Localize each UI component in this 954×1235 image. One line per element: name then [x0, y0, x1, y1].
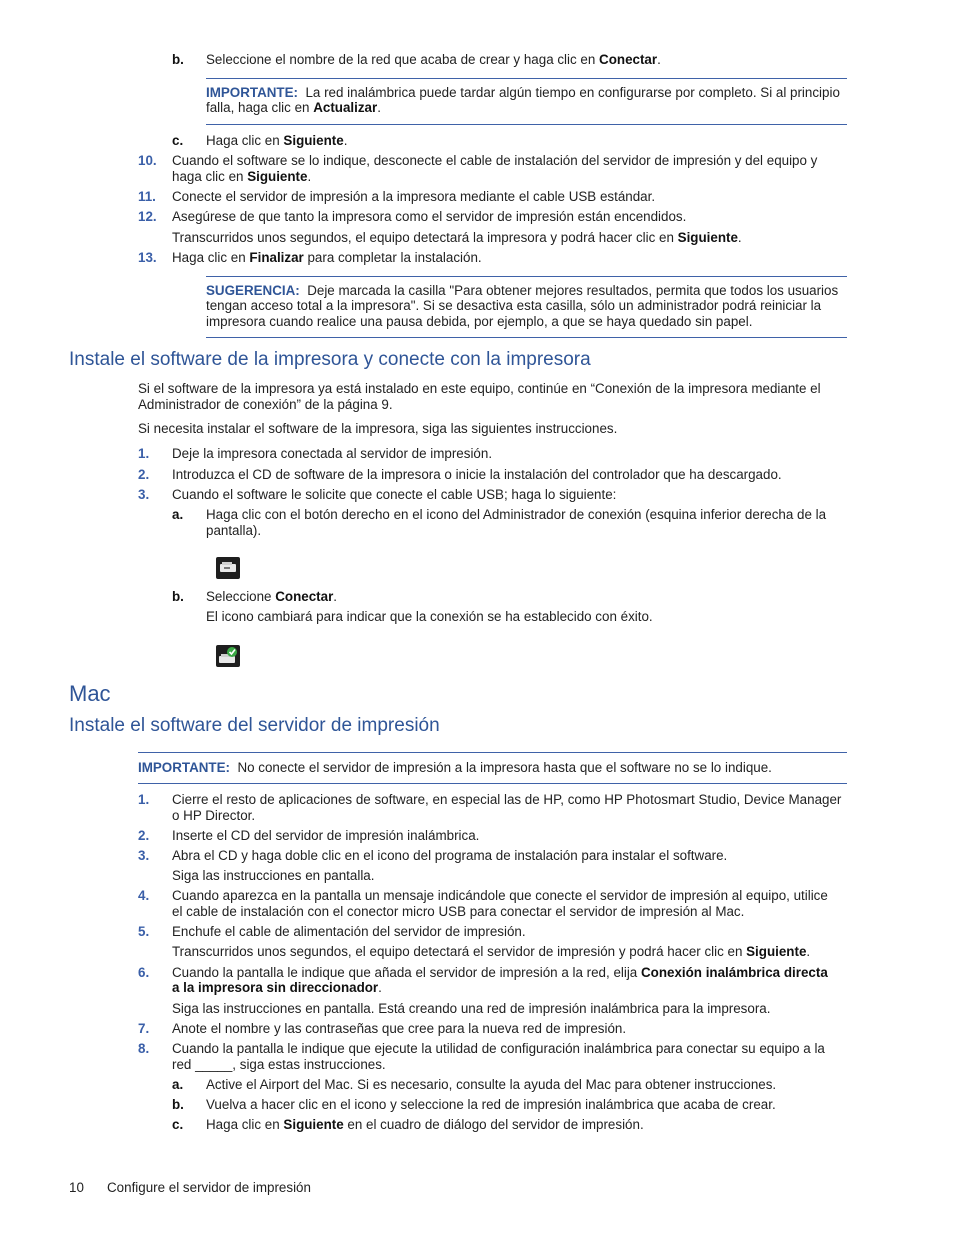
step-number: 5. [138, 924, 150, 939]
step-a-line2: pantalla). [206, 523, 262, 538]
step-a-text: Haga clic con el botón derecho en el icono del Administrador de conexión (esquina inferior derecha de la [206, 507, 827, 522]
step-number: 3. [138, 848, 150, 863]
mac-step-6-sub: Siga las instrucciones en pantalla. Está creando una red de impresión inalámbrica para la impresora. [172, 1001, 771, 1016]
tip-line2: tengan acceso total a la impresora". Si se desactiva esta casilla, sólo un administrador podrá reiniciar la [206, 298, 822, 313]
step-number: 2. [138, 467, 150, 482]
connected-check-icon [216, 645, 240, 667]
mac-important-note: IMPORTANTE: No conecte el servidor de impresión a la impresora hasta que el software no se lo indique. [138, 760, 772, 775]
step-number: 13. [138, 250, 157, 265]
step-11-text: Conecte el servidor de impresión a la impresora mediante el cable USB estándar. [172, 189, 656, 204]
step-number: 2. [138, 828, 150, 843]
step-number: 4. [138, 888, 150, 903]
mac-step-4-text: Cuando aparezca en la pantalla un mensaje indicándole que conecte el servidor de impresión al equipo, utilice [172, 888, 828, 903]
tip-note: SUGERENCIA: Deje marcada la casilla "Para obtener mejores resultados, permita que todos los usuarios [206, 283, 839, 298]
connection-manager-icon [216, 557, 240, 579]
step-b-text: Seleccione Conectar. [206, 589, 338, 604]
paragraph: Si necesita instalar el software de la impresora, siga las siguientes instrucciones. [138, 421, 618, 436]
section-heading: Instale el software de la impresora y conecte con la impresora [69, 349, 591, 370]
important-note-line2: falla, haga clic en Actualizar. [206, 100, 381, 115]
mac-step-8-line2: red _____, siga estas instrucciones. [172, 1057, 386, 1072]
step-b-sub: El icono cambiará para indicar que la conexión se ha establecido con éxito. [206, 609, 653, 624]
step-number: 1. [138, 446, 150, 461]
step-13-text: Haga clic en Finalizar para completar la instalación. [172, 250, 482, 265]
mac-step-2-text: Inserte el CD del servidor de impresión inalámbrica. [172, 828, 480, 843]
step-letter: b. [172, 52, 184, 67]
mac-step-4-line2: el cable de instalación con el conector micro USB para conectar el servidor de impresión al Mac. [172, 904, 745, 919]
mac-step-c-text: Haga clic en Siguiente en el cuadro de diálogo del servidor de impresión. [206, 1117, 644, 1132]
mac-step-7-text: Anote el nombre y las contraseñas que cree para la nueva red de impresión. [172, 1021, 627, 1036]
mac-step-5-sub: Transcurridos unos segundos, el equipo detectará el servidor de impresión y podrá hacer clic en Siguiente. [172, 944, 811, 959]
mac-note-bottom-rule [138, 783, 847, 784]
step-number: 8. [138, 1041, 150, 1056]
mac-step-3-text: Abra el CD y haga doble clic en el icono del programa de instalación para instalar el software. [172, 848, 728, 863]
step-letter: b. [172, 1097, 184, 1112]
step-number: 1. [138, 792, 150, 807]
mac-heading: Mac [69, 681, 111, 706]
step-number: 7. [138, 1021, 150, 1036]
step-b-text: Seleccione el nombre de la red que acaba de crear y haga clic en Conectar. [206, 52, 661, 67]
mac-subheading: Instale el software del servidor de impresión [69, 715, 440, 736]
step-10-text: Cuando el software se lo indique, desconecte el cable de instalación del servidor de impresión y del equipo y [172, 153, 818, 168]
step-c-text: Haga clic en Siguiente. [206, 133, 348, 148]
step-letter: c. [172, 133, 184, 148]
page-number: 10 [69, 1180, 84, 1195]
mac-step-3-sub: Siga las instrucciones en pantalla. [172, 868, 375, 883]
step-letter: a. [172, 507, 184, 522]
mac-step-5-text: Enchufe el cable de alimentación del servidor de impresión. [172, 924, 526, 939]
mac-step-8-text: Cuando la pantalla le indique que ejecute la utilidad de configuración inalámbrica para conectar su equipo a la [172, 1041, 825, 1056]
step-number: 6. [138, 965, 150, 980]
note-top-rule [206, 78, 847, 79]
paragraph-line2: Administrador de conexión” de la página 9. [138, 397, 393, 412]
important-note: IMPORTANTE: La red inalámbrica puede tardar algún tiempo en configurarse por completo. Si al principio [206, 85, 840, 100]
step-letter: c. [172, 1117, 184, 1132]
tip-line3: impresora cuando realice una pausa debida, por ejemplo, a que se haya quedado sin papel. [206, 314, 753, 329]
mac-note-top-rule [138, 752, 847, 753]
step-3-text: Cuando el software le solicite que conecte el cable USB; haga lo siguiente: [172, 487, 617, 502]
step-10-line2: haga clic en Siguiente. [172, 169, 312, 184]
step-number: 11. [138, 189, 156, 204]
mac-step-a-text: Active el Airport del Mac. Si es necesario, consulte la ayuda del Mac para obtener instrucciones. [206, 1077, 777, 1092]
footer-title: Configure el servidor de impresión [107, 1180, 311, 1195]
tip-bottom-rule [206, 337, 847, 338]
mac-step-b-text: Vuelva a hacer clic en el icono y seleccione la red de impresión inalámbrica que acaba de crear. [206, 1097, 776, 1112]
mac-step-1-text: Cierre el resto de aplicaciones de software, en especial las de HP, como HP Photosmart Studio, Device Manager [172, 792, 842, 807]
note-bottom-rule [206, 124, 847, 125]
step-letter: a. [172, 1077, 184, 1092]
tip-top-rule [206, 276, 847, 277]
step-letter: b. [172, 589, 184, 604]
step-12-sub: Transcurridos unos segundos, el equipo detectará la impresora y podrá hacer clic en Siguiente. [172, 230, 742, 245]
step-number: 3. [138, 487, 150, 502]
mac-step-1-line2: o HP Director. [172, 808, 256, 823]
mac-step-6-text: Cuando la pantalla le indique que añada el servidor de impresión a la red, elija Conexión inalámbrica directa [172, 965, 828, 980]
step-2-text: Introduzca el CD de software de la impresora o inicie la instalación del controlador que ha descargado. [172, 467, 782, 482]
mac-step-6-line2: a la impresora sin direccionador. [172, 980, 382, 995]
paragraph: Si el software de la impresora ya está instalado en este equipo, continúe en “Conexión de la impresora mediante el [138, 381, 821, 396]
step-number: 12. [138, 209, 157, 224]
step-number: 10. [138, 153, 157, 168]
step-12-text: Asegúrese de que tanto la impresora como el servidor de impresión están encendidos. [172, 209, 687, 224]
step-1-text: Deje la impresora conectada al servidor de impresión. [172, 446, 493, 461]
